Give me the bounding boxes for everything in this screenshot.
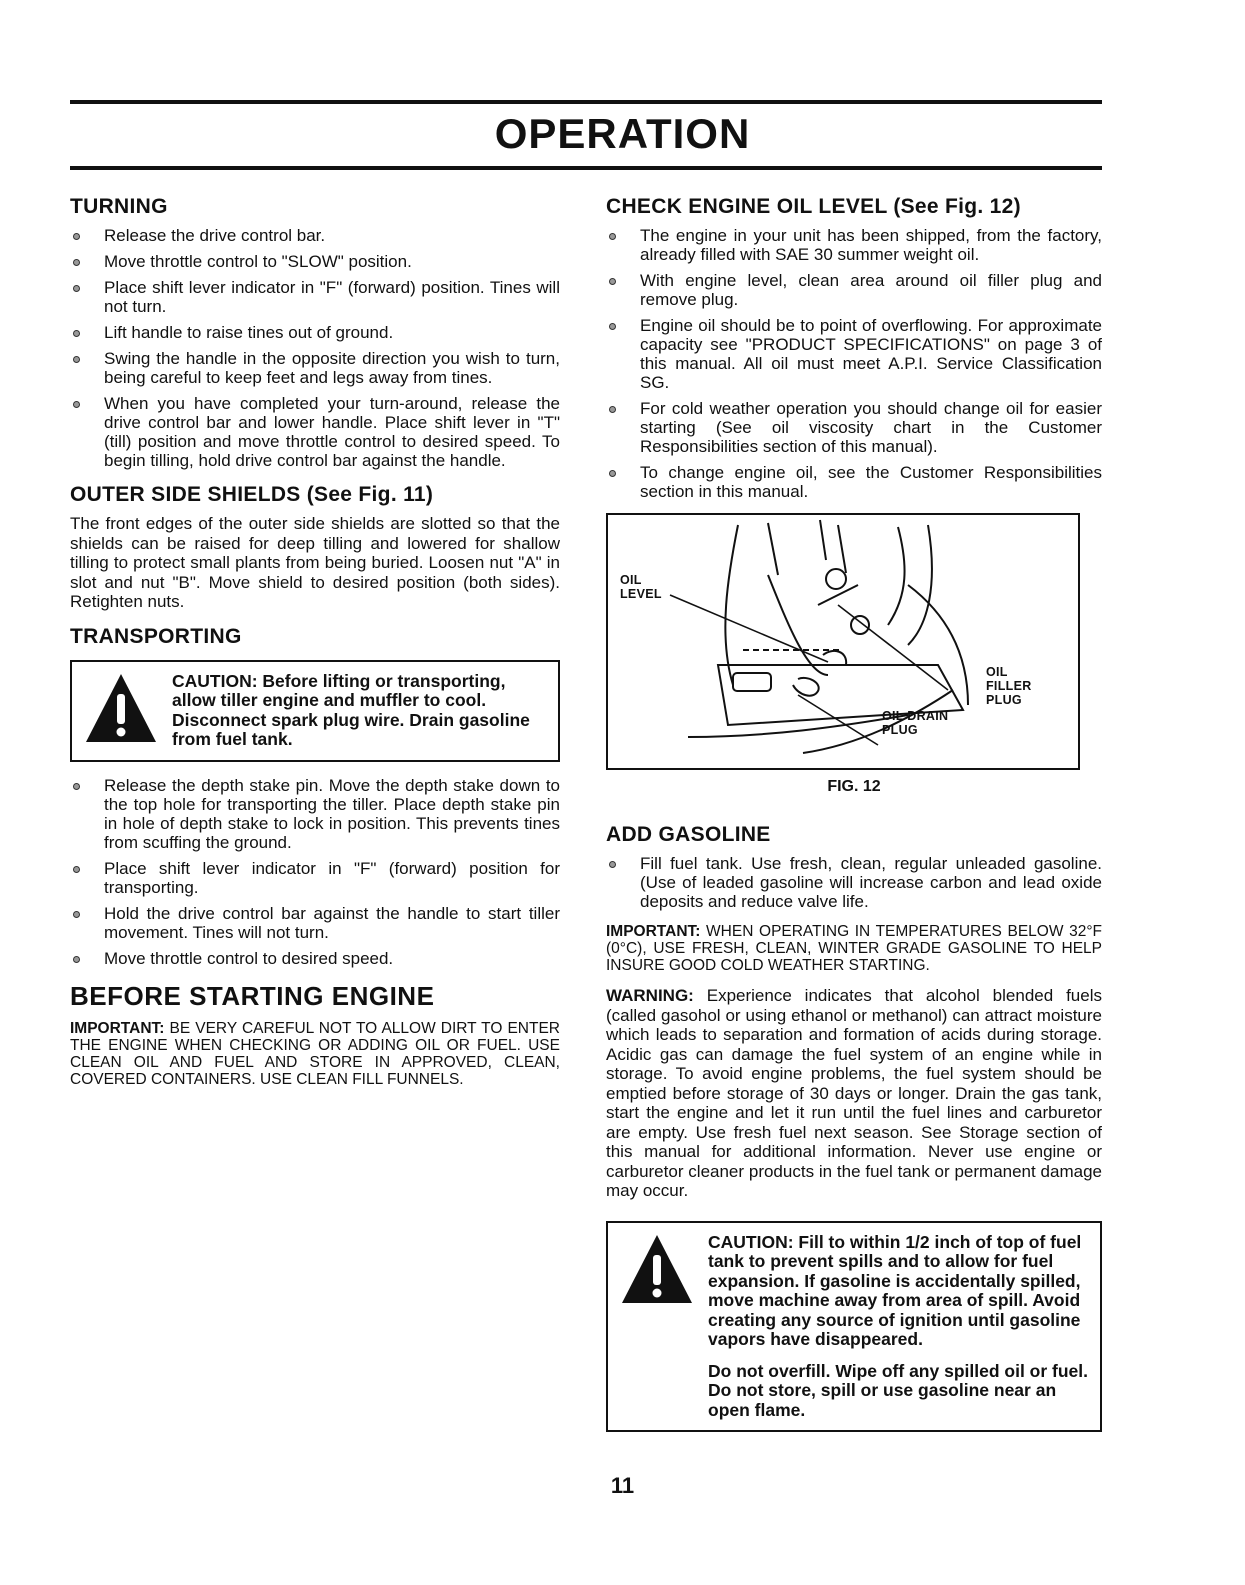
figure-12 (606, 513, 1080, 770)
before-starting-important (70, 1020, 560, 1088)
check-oil-list (606, 226, 1102, 501)
title-rule (70, 166, 1102, 170)
list-item: Hold the drive control bar against the handle to start tiller movement. Tines will not turn. (70, 904, 560, 942)
warning-icon (84, 672, 158, 746)
list-item: Swing the handle in the opposite direction you wish to turn, being careful to keep feet and legs away from tines. (70, 349, 560, 387)
important-text: BE VERY CAREFUL NOT TO ALLOW DIRT TO ENTER THE ENGINE WHEN CHECKING OR ADDING OIL OR FUEL. USE CLEAN OIL AND FUEL AND STORE IN APPROVED, CLEAN, COVERED CONTAINERS. USE CLEAN FILL FUNNELS. (70, 1019, 560, 1088)
transporting-heading: TRANSPORTING (70, 624, 242, 648)
warning-label: WARNING: (606, 986, 694, 1005)
list-item: Fill fuel tank. Use fresh, clean, regular unleaded gasoline. (Use of leaded gasoline will increase carbon and lead oxide deposits and reduce valve life. (606, 854, 1102, 911)
list-item: Place shift lever indicator in "F" (forward) position. Tines will not turn. (70, 278, 560, 316)
before-starting-heading: BEFORE STARTING ENGINE (70, 980, 435, 1011)
page-title: OPERATION (494, 110, 751, 157)
turning-list (70, 226, 560, 470)
check-oil-section (606, 194, 1102, 501)
right-column (606, 194, 1102, 1446)
important-label: IMPORTANT: (70, 1019, 165, 1037)
list-item: For cold weather operation you should change oil for easier starting (See oil viscosity chart in the Customer Responsibilities section of this manual). (606, 399, 1102, 456)
oil-drain-label: OIL DRAIN PLUG (882, 709, 949, 737)
list-item: The engine in your unit has been shipped, from the factory, already filled with SAE 30 summer weight oil. (606, 226, 1102, 264)
oil-level-label: OIL LEVEL (620, 573, 662, 601)
figure-caption: FIG. 12 (827, 778, 881, 795)
warning-text: Experience indicates that alcohol blended fuels (called gasohol or using ethanol or methanol) can attract moisture which leads to separation and formation of acids during storage. Acidic gas can damage the fuel system of an engine while in storage. To avoid engine problems, the fuel system should be emptied before storage of 30 days or longer. Drain the gas tank, start the engine and let it run until the fuel lines and carburetor are empty. Use fresh fuel next season. See Storage section of this manual for additional information. Never use engine or carburetor cleaner products in the fuel tank or permanent damage may occur. (606, 986, 1102, 1200)
before-starting-section (70, 980, 560, 1088)
fuel-caution-text: CAUTION: Fill to within 1/2 inch of top of fuel tank to prevent spills and to allow for fuel expansion. If gasoline is accidentally spilled, move machine away from area of spill. Avoid creating any source of ignition until gasoline vapors have disappeared. (708, 1231, 1082, 1349)
left-column (70, 194, 560, 1100)
fuel-caution-box (606, 1221, 1102, 1433)
outer-shields-text: The front edges of the outer side shields are slotted so that the shields can be raised for deep tilling and lowered for shallow tilling to protect small plants from being buried. Loosen nut "A" in slot and nut "B". Move shield to desired position (both sides). Retighten nuts. (70, 514, 560, 611)
list-item: Place shift lever indicator in "F" (forward) position for transporting. (70, 859, 560, 897)
important-text: WHEN OPERATING IN TEMPERATURES BELOW 32°F (0°C), USE FRESH, CLEAN, WINTER GRADE GASOLINE TO HELP INSURE GOOD COLD WEATHER STARTING. (606, 923, 1102, 974)
list-item: Engine oil should be to point of overflowing. For approximate capacity see "PRODUCT SPECIFICATIONS" on page 3 of this manual. All oil must meet A.P.I. Service Classification SG. (606, 316, 1102, 392)
gasoline-warning (606, 986, 1102, 1201)
turning-heading: TURNING (70, 195, 168, 218)
warning-icon (620, 1233, 694, 1307)
transporting-list (70, 776, 560, 968)
list-item: Lift handle to raise tines out of ground. (70, 323, 560, 342)
outer-shields-section (70, 482, 560, 612)
check-oil-heading: CHECK ENGINE OIL LEVEL (See Fig. 12) (606, 195, 1021, 218)
add-gasoline-list (606, 854, 1102, 911)
transport-caution-box (70, 660, 560, 762)
transport-caution-text: CAUTION: Before lifting or transporting, allow tiller engine and muffler to cool. Disconnect spark plug wire. Drain gasoline from fuel tank. (172, 670, 530, 749)
add-gasoline-section (606, 822, 1102, 1432)
list-item: To change engine oil, see the Customer Responsibilities section in this manual. (606, 463, 1102, 501)
list-item: With engine level, clean area around oil filler plug and remove plug. (606, 271, 1102, 309)
gasoline-important (606, 923, 1102, 974)
list-item: Release the depth stake pin. Move the depth stake down to the top hole for transporting the tiller. Place depth stake pin in hole of depth stake to lock in position. This prevents tines from scuffing the ground. (70, 776, 560, 852)
list-item: Move throttle control to "SLOW" position. (70, 252, 560, 271)
transporting-section (70, 624, 560, 968)
list-item: Move throttle control to desired speed. (70, 949, 560, 968)
oil-filler-label: OIL FILLER PLUG (986, 665, 1032, 707)
turning-section (70, 194, 560, 470)
engine-illustration (608, 515, 1078, 768)
list-item: When you have completed your turn-around, release the drive control bar and lower handle. Place shift lever in "T" (till) position and move throttle control to desired speed. To begin tilling, hold drive control bar against the handle. (70, 394, 560, 470)
page-number: 11 (610, 1473, 635, 1498)
outer-shields-heading: OUTER SIDE SHIELDS (See Fig. 11) (70, 483, 434, 506)
important-label: IMPORTANT: (606, 923, 701, 940)
top-rule (70, 100, 1102, 104)
list-item: Release the drive control bar. (70, 226, 560, 245)
add-gasoline-heading: ADD GASOLINE (606, 823, 771, 846)
fuel-caution-text-2: Do not overfill. Wipe off any spilled oil or fuel. Do not store, spill or use gasoline near an open flame. (708, 1360, 1089, 1420)
